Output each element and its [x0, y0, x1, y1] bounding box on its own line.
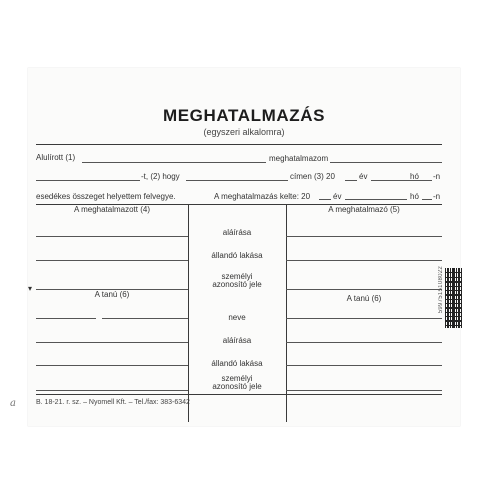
label-cimen: címen (3) 20 [290, 172, 335, 181]
label-azonosito-lower: azonosító jele [212, 382, 262, 391]
table-bottom-rule [36, 394, 442, 395]
label-alulirott: Alulírott (1) [36, 153, 76, 162]
field-tanu1-neve-b[interactable] [102, 318, 188, 319]
field-tanu1-neve-a[interactable] [36, 318, 96, 319]
handwritten-mark: a [10, 398, 16, 409]
field-day-1[interactable] [422, 180, 432, 181]
form-title: MEGHATALMAZÁS [162, 106, 326, 125]
label-szemelyi-upper: személyi [221, 272, 253, 281]
field-year-1[interactable] [345, 180, 357, 181]
field-meghatalmazott-lakasa[interactable] [36, 260, 188, 261]
field-meghatalmazom[interactable] [330, 162, 442, 163]
label-azonosito-upper: azonosító jele [212, 280, 262, 289]
top-rule [36, 144, 442, 145]
label-ev-2: év [333, 192, 342, 201]
field-meghatalmazo-lakasa[interactable] [286, 260, 442, 261]
field-meghatalmazo-azonosito[interactable] [286, 289, 442, 290]
field-tanu2-lakasa[interactable] [286, 365, 442, 366]
label-ev-1: év [359, 172, 368, 181]
field-alulirott[interactable] [82, 162, 266, 163]
field-tanu2-alairasa[interactable] [286, 342, 442, 343]
form-subtitle: (egyszeri alkalomra) [203, 127, 285, 137]
field-tanu1-azonosito[interactable] [36, 390, 188, 391]
witness-tick-left: ▾ [28, 284, 33, 293]
field-meghatalmazott-alairasa[interactable] [36, 236, 188, 237]
label-meghatalmazom: meghatalmazom [269, 154, 329, 163]
field-meghatalmazo-alairasa[interactable] [286, 236, 442, 237]
label-kelte: A meghatalmazás kelte: 20 [214, 192, 311, 201]
barcode-digits: 5997515108022 [438, 266, 444, 314]
field-tanu2-azonosito[interactable] [286, 390, 442, 391]
header-tanu-left: A tanú (6) [94, 290, 130, 299]
field-tanu1-alairasa[interactable] [36, 342, 188, 343]
field-address[interactable] [186, 180, 288, 181]
field-name-2[interactable] [36, 180, 140, 181]
field-month-2[interactable] [345, 199, 407, 200]
field-year-2[interactable] [319, 199, 331, 200]
field-tanu1-lakasa[interactable] [36, 365, 188, 366]
form-sheet [28, 68, 460, 426]
publisher-line: B. 18-21. r. sz. – Nyomell Kft. – Tel./fax: 383-6342 [36, 399, 190, 406]
header-meghatalmazott: A meghatalmazott (4) [73, 205, 151, 214]
label-n-2: -n [433, 192, 441, 201]
label-alairasa-lower: aláírása [222, 336, 252, 345]
label-ho-1: hó [410, 172, 419, 181]
barcode-icon [437, 268, 463, 328]
label-szemelyi-lower: személyi [221, 374, 253, 383]
label-esedekes: esedékes összeget helyettem felvegye. [36, 192, 176, 201]
label-allando-lakasa-lower: állandó lakása [211, 359, 263, 368]
field-day-2[interactable] [422, 199, 432, 200]
label-ho-2: hó [410, 192, 419, 201]
label-neve: neve [228, 313, 246, 322]
label-hogy: -t, (2) hogy [141, 172, 180, 181]
field-tanu2-neve[interactable] [286, 318, 442, 319]
header-meghatalmazo: A meghatalmazó (5) [328, 205, 400, 214]
label-alairasa-upper: aláírása [222, 228, 252, 237]
label-n-1: -n [433, 172, 441, 181]
header-tanu-right: A tanú (6) [346, 294, 382, 303]
label-allando-lakasa-upper: állandó lakása [211, 251, 263, 260]
